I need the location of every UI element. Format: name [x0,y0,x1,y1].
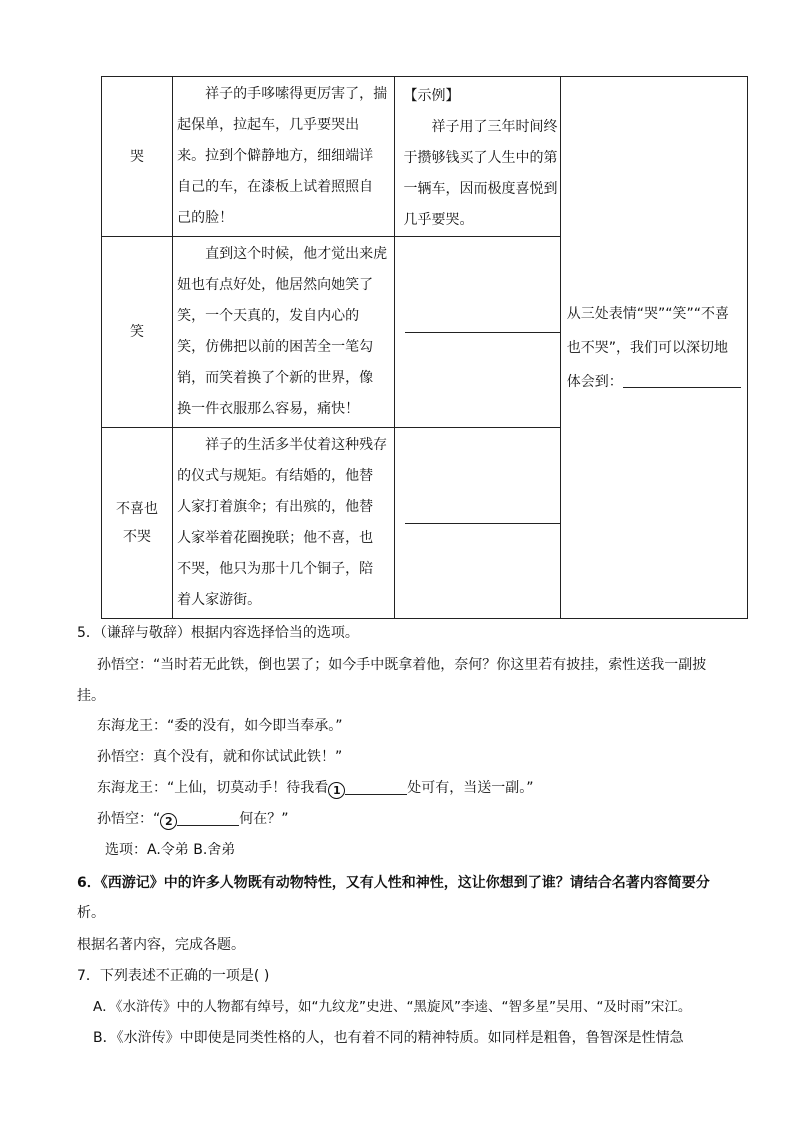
excerpt-line: 笑，一个天真的，发自内心的 [177,308,360,324]
excerpt-line: 人家举着花圈挽联；他不喜，也 [177,530,374,546]
dialogue-text: 何在？” [239,811,289,827]
excerpt-line: 笑，仿佛把以前的困苦全一笔勾 [177,339,374,355]
section-instruction: 根据名著内容，完成各题。 [77,937,245,953]
summary-line: 从三处表情“哭”“笑”“不喜 [566,305,729,322]
dialogue-text: 东海龙王：“上仙，切莫动手！待我看 [97,780,329,796]
excerpt-line: 销，而笑着换了个新的世界，像 [177,370,374,386]
example-line: 一辆车，因而极度喜悦到 [403,181,558,197]
summary-line: 也不哭”，我们可以深切地 [566,339,728,356]
example-cell [395,77,560,237]
fill-blank-1[interactable] [345,780,407,795]
question-6-cont: 析。 [77,905,105,921]
answer-cell-laugh [395,237,560,428]
options-line: 选项：A.令弟 B.舍弟 [105,842,236,858]
excerpt-line: 着人家游街。 [177,592,262,608]
excerpt-line: 起保单，拉起车，几乎要哭出 [177,117,360,133]
excerpt-line: 来。拉到个僻静地方，细细端详 [177,148,374,164]
dialogue-line-blank-1 [97,778,534,799]
fill-blank-2[interactable] [177,811,239,826]
table-row-cry [102,77,748,237]
excerpt-line: 己的脸！ [177,210,234,226]
excerpt-line: 不哭，他只为那十几个铜子，陪 [177,561,374,577]
question-5-heading: 5．（谦辞与敬辞）根据内容选择恰当的选项。 [77,625,359,641]
row-label-neither [102,428,173,619]
summary-cell [560,77,747,619]
excerpt-line: 祥子的生活多半仗着这种残存 [205,437,388,453]
answer-blank-neither[interactable] [405,522,559,524]
answer-cell-neither [395,428,560,619]
excerpt-cry [173,77,395,237]
blank-marker-1: 1 [328,782,345,799]
summary-line-with-blank [567,365,743,399]
example-title: 【示例】 [403,88,460,104]
excerpt-laugh [173,237,395,428]
dialogue-line: 东海龙王：“委的没有，如今即当奉承。” [97,718,343,734]
blank-marker-2: 2 [160,813,177,830]
example-line: 祥子用了三年时间终 [431,119,558,135]
dialogue-line: 孙悟空：“当时若无此铁，倒也罢了；如今手中既拿着他，奈何？你这里若有披挂，索性送我一副披 [97,657,707,673]
excerpt-line: 自己的车，在漆板上试着照照自 [177,179,374,195]
question-7-heading: 7．下列表述不正确的一项是( ) [77,968,270,984]
excerpt-line: 妞也有点好处，他居然向她笑了 [177,277,374,293]
excerpt-line: 祥子的手哆嗦得更厉害了，揣 [205,86,388,102]
row-label-line: 不哭 [123,529,152,545]
dialogue-line-blank-2 [97,809,289,830]
excerpt-line: 的仪式与规矩。有结婚的，他替 [177,468,374,484]
dialogue-line: 挂。 [77,688,105,704]
excerpt-neither [173,428,395,619]
row-label-laugh: 笑 [102,237,173,428]
summary-line: 体会到： [566,373,623,390]
question-7-option-b: B．《水浒传》中即使是同类性格的人，也有着不同的精神特质。如同样是粗鲁，鲁智深是性情急 [93,1030,684,1046]
row-label-cry: 哭 [102,77,173,237]
excerpt-line: 人家打着旗伞；有出殡的，他替 [177,499,374,515]
question-6-heading: 6．《西游记》中的许多人物既有动物特性，又有人性和神性，这让你想到了谁？请结合名著内容简要分 [77,875,710,891]
example-line: 于攒够钱买了人生中的第 [403,150,558,166]
excerpt-line: 换一件衣服那么容易，痛快！ [177,401,360,417]
row-label-line: 不喜也 [116,501,159,517]
answer-blank-laugh[interactable] [405,331,559,333]
summary-answer-blank[interactable] [623,386,741,388]
comparison-table [101,76,748,619]
dialogue-text: 处可有，当送一副。” [407,780,534,796]
dialogue-line: 孙悟空：真个没有，就和你试试此铁！” [97,749,343,765]
excerpt-line: 直到这个时候，他才觉出来虎 [205,246,388,262]
question-7-option-a: A．《水浒传》中的人物都有绰号，如“九纹龙”史进、“黑旋风”李逵、“智多星”吴用、“及时雨”宋江。 [93,999,692,1015]
example-line: 几乎要哭。 [403,212,474,228]
dialogue-text: 孙悟空：“ [97,811,161,827]
